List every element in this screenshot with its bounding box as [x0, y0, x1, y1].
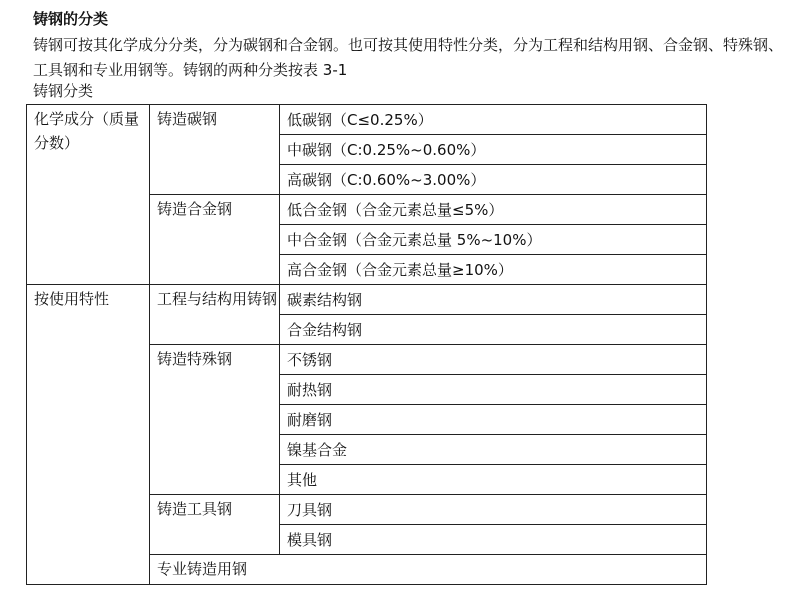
table-cell: 低碳钢（C≤0.25%） [280, 105, 707, 135]
table-cell: 刀具钢 [280, 495, 707, 525]
subcategory-cast-tool-steel: 铸造工具钢 [150, 495, 280, 555]
table-cell: 高碳钢（C:0.60%~3.00%） [280, 165, 707, 195]
table-cell: 耐热钢 [280, 375, 707, 405]
table-cell: 合金结构钢 [280, 315, 707, 345]
table-cell: 碳素结构钢 [280, 285, 707, 315]
table-cell: 不锈钢 [280, 345, 707, 375]
intro-paragraph: 铸钢可按其化学成分分类，分为碳钢和合金钢。也可按其使用特性分类，分为工程和结构用钢、合金钢、特殊钢、工具钢和专业用钢等。铸钢的两种分类按表 3-1 [33, 36, 784, 79]
table-cell: 中碳钢（C:0.25%~0.60%） [280, 135, 707, 165]
category-chemical-composition: 化学成分（质量分数） [27, 105, 150, 285]
table-cell: 高合金钢（合金元素总量≥10%） [280, 255, 707, 285]
table-cell: 耐磨钢 [280, 405, 707, 435]
classification-table [26, 104, 707, 585]
table-cell: 其他 [280, 465, 707, 495]
category-by-usage: 按使用特性 [27, 285, 150, 585]
subcategory-cast-special-steel: 铸造特殊钢 [150, 345, 280, 495]
subcategory-engineering-structural: 工程与结构用铸钢 [150, 285, 280, 345]
section-title: 铸钢的分类 [33, 10, 109, 28]
table-caption: 铸钢分类 [33, 82, 94, 100]
table-cell: 镍基合金 [280, 435, 707, 465]
table-cell: 低合金钢（合金元素总量≤5%） [280, 195, 707, 225]
table-cell: 模具钢 [280, 525, 707, 555]
subcategory-special-purpose-cast-steel: 专业铸造用钢 [150, 555, 707, 585]
subcategory-cast-alloy-steel: 铸造合金钢 [150, 195, 280, 285]
table-cell: 中合金钢（合金元素总量 5%~10%） [280, 225, 707, 255]
subcategory-cast-carbon-steel: 铸造碳钢 [150, 105, 280, 195]
